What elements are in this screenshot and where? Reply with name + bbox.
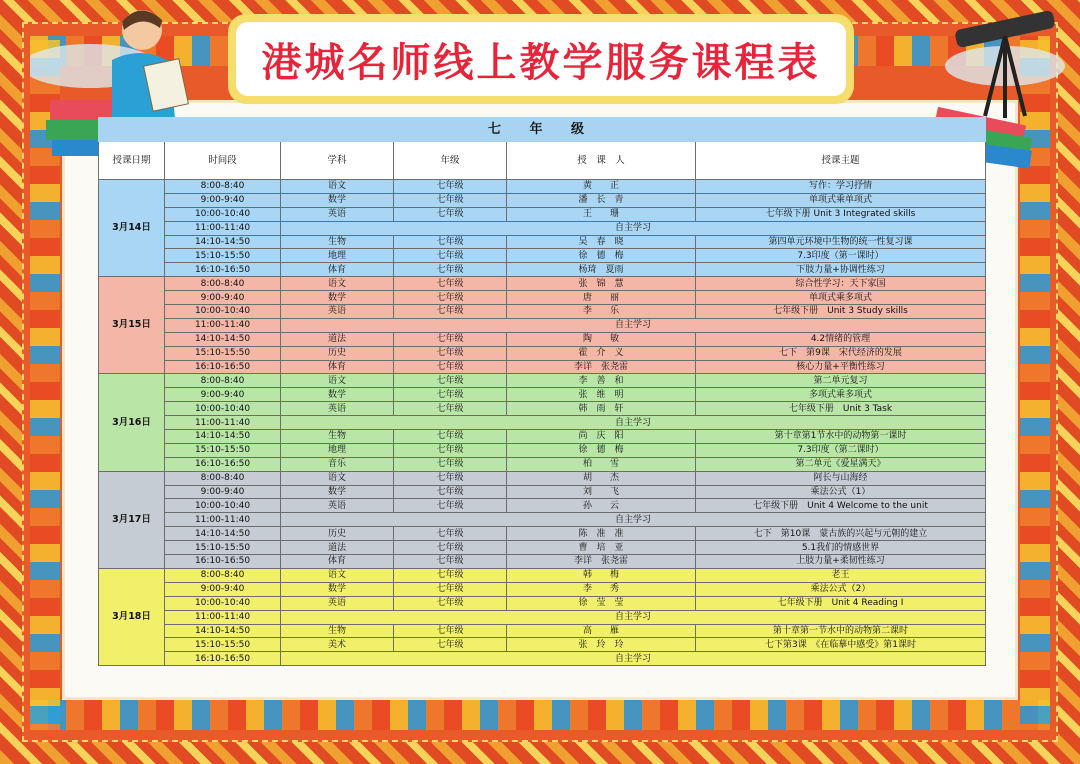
topic-cell: 第二单元《爱星满天》 — [696, 457, 986, 471]
grade-cell: 七年级 — [394, 527, 507, 541]
teacher-cell: 霍 介 义 — [507, 346, 696, 360]
grade-cell: 七年级 — [394, 402, 507, 416]
teacher-cell: 陶 敏 — [507, 332, 696, 346]
table-row — [99, 457, 986, 471]
subject-cell: 数学 — [281, 291, 394, 305]
border-pattern-bottom — [30, 700, 1050, 730]
self-study-cell: 自主学习 — [281, 513, 986, 527]
header-subject: 学科 — [281, 142, 394, 180]
topic-cell: 7.3印度（第二课时） — [696, 443, 986, 457]
grade-cell: 七年级 — [394, 193, 507, 207]
teacher-cell: 胡 杰 — [507, 471, 696, 485]
teacher-cell: 黄 正 — [507, 180, 696, 194]
time-cell: 11:00-11:40 — [165, 318, 281, 332]
subject-cell: 语文 — [281, 568, 394, 582]
topic-cell: 七年级下册 Unit 4 Welcome to the unit — [696, 499, 986, 513]
teacher-cell: 李详 张尧雷 — [507, 360, 696, 374]
table-row — [99, 541, 986, 555]
time-cell: 14:10-14:50 — [165, 624, 281, 638]
time-cell: 16:10-16:50 — [165, 555, 281, 569]
time-cell: 15:10-15:50 — [165, 443, 281, 457]
header-teacher: 授 课 人 — [507, 142, 696, 180]
grade-cell: 七年级 — [394, 291, 507, 305]
topic-cell: 七下第3课 《在临摹中感受》第1课时 — [696, 638, 986, 652]
table-row — [99, 638, 986, 652]
table-row — [99, 221, 986, 235]
teacher-cell: 高 雁 — [507, 624, 696, 638]
topic-cell: 单项式乘多项式 — [696, 291, 986, 305]
topic-cell: 老王 — [696, 568, 986, 582]
subject-cell: 英语 — [281, 499, 394, 513]
table-row — [99, 346, 986, 360]
subject-cell: 美术 — [281, 638, 394, 652]
subject-cell: 语文 — [281, 471, 394, 485]
title-banner — [228, 14, 854, 104]
table-row — [99, 527, 986, 541]
teacher-cell: 唐 丽 — [507, 291, 696, 305]
table-row — [99, 193, 986, 207]
table-row — [99, 443, 986, 457]
topic-cell: 7.3印度（第一课时） — [696, 249, 986, 263]
grade-banner-row — [99, 118, 986, 142]
time-cell: 10:00-10:40 — [165, 499, 281, 513]
grade-cell: 七年级 — [394, 180, 507, 194]
subject-cell: 历史 — [281, 527, 394, 541]
time-cell: 14:10-14:50 — [165, 235, 281, 249]
grade-cell: 七年级 — [394, 374, 507, 388]
topic-cell: 写作：学习抒情 — [696, 180, 986, 194]
header-row — [99, 142, 986, 180]
table-row — [99, 318, 986, 332]
self-study-cell: 自主学习 — [281, 221, 986, 235]
table-row — [99, 291, 986, 305]
teacher-cell: 徐 德 梅 — [507, 443, 696, 457]
table-row — [99, 555, 986, 569]
subject-cell: 数学 — [281, 388, 394, 402]
teacher-cell: 韩 梅 — [507, 568, 696, 582]
header-topic: 授课主题 — [696, 142, 986, 180]
table-row — [99, 332, 986, 346]
grade-cell: 七年级 — [394, 207, 507, 221]
teacher-cell: 杨琦 夏雨 — [507, 263, 696, 277]
time-cell: 16:10-16:50 — [165, 652, 281, 666]
teacher-cell: 韩 雨 轩 — [507, 402, 696, 416]
time-cell: 11:00-11:40 — [165, 610, 281, 624]
grade-cell: 七年级 — [394, 541, 507, 555]
subject-cell: 数学 — [281, 582, 394, 596]
table-row — [99, 582, 986, 596]
teacher-cell: 李 善 和 — [507, 374, 696, 388]
subject-cell: 历史 — [281, 346, 394, 360]
subject-cell: 语文 — [281, 374, 394, 388]
header-grade: 年级 — [394, 142, 507, 180]
time-cell: 15:10-15:50 — [165, 541, 281, 555]
subject-cell: 音乐 — [281, 457, 394, 471]
subject-cell: 语文 — [281, 277, 394, 291]
grade-cell: 七年级 — [394, 360, 507, 374]
teacher-cell: 陈 准 准 — [507, 527, 696, 541]
topic-cell: 第二单元复习 — [696, 374, 986, 388]
self-study-cell: 自主学习 — [281, 610, 986, 624]
subject-cell: 英语 — [281, 402, 394, 416]
time-cell: 16:10-16:50 — [165, 360, 281, 374]
time-cell: 11:00-11:40 — [165, 221, 281, 235]
topic-cell: 乘法公式（1） — [696, 485, 986, 499]
topic-cell: 5.1我们的情感世界 — [696, 541, 986, 555]
time-cell: 10:00-10:40 — [165, 596, 281, 610]
topic-cell: 七下 第10课 蒙古族的兴起与元朝的建立 — [696, 527, 986, 541]
grade-cell: 七年级 — [394, 305, 507, 319]
grade-cell: 七年级 — [394, 235, 507, 249]
grade-cell: 七年级 — [394, 471, 507, 485]
header-time: 时间段 — [165, 142, 281, 180]
time-cell: 8:00-8:40 — [165, 277, 281, 291]
topic-cell: 七年级下册 Unit 4 Reading Ⅰ — [696, 596, 986, 610]
time-cell: 8:00-8:40 — [165, 471, 281, 485]
grade-cell: 七年级 — [394, 638, 507, 652]
teacher-cell: 吴 春 晓 — [507, 235, 696, 249]
table-row — [99, 305, 986, 319]
subject-cell: 体育 — [281, 263, 394, 277]
time-cell: 9:00-9:40 — [165, 582, 281, 596]
teacher-cell: 潘 长 青 — [507, 193, 696, 207]
subject-cell: 英语 — [281, 207, 394, 221]
table-row — [99, 360, 986, 374]
self-study-cell: 自主学习 — [281, 652, 986, 666]
table-row — [99, 471, 986, 485]
table-row — [99, 430, 986, 444]
subject-cell: 道法 — [281, 332, 394, 346]
topic-cell: 阿长与山海经 — [696, 471, 986, 485]
subject-cell: 语文 — [281, 180, 394, 194]
grade-cell: 七年级 — [394, 555, 507, 569]
time-cell: 10:00-10:40 — [165, 305, 281, 319]
date-cell: 3月17日 — [99, 471, 165, 568]
subject-cell: 地理 — [281, 249, 394, 263]
subject-cell: 生物 — [281, 430, 394, 444]
grade-cell: 七年级 — [394, 443, 507, 457]
grade-cell: 七年级 — [394, 624, 507, 638]
topic-cell: 乘法公式（2） — [696, 582, 986, 596]
teacher-cell: 王 珊 — [507, 207, 696, 221]
time-cell: 11:00-11:40 — [165, 513, 281, 527]
grade-cell: 七年级 — [394, 388, 507, 402]
teacher-cell: 孙 云 — [507, 499, 696, 513]
grade-cell: 七年级 — [394, 485, 507, 499]
date-cell: 3月18日 — [99, 568, 165, 665]
table-row — [99, 652, 986, 666]
grade-cell: 七年级 — [394, 582, 507, 596]
title-inner — [236, 22, 846, 96]
teacher-cell: 李 乐 — [507, 305, 696, 319]
topic-cell: 下肢力量+协调性练习 — [696, 263, 986, 277]
teacher-cell: 徐 莹 莹 — [507, 596, 696, 610]
table-row — [99, 374, 986, 388]
subject-cell: 体育 — [281, 555, 394, 569]
table-row — [99, 388, 986, 402]
grade-cell: 七年级 — [394, 499, 507, 513]
subject-cell: 道法 — [281, 541, 394, 555]
teacher-cell: 刘 飞 — [507, 485, 696, 499]
time-cell: 15:10-15:50 — [165, 249, 281, 263]
teacher-cell: 张 维 明 — [507, 388, 696, 402]
time-cell: 14:10-14:50 — [165, 430, 281, 444]
teacher-cell: 尚 庆 阳 — [507, 430, 696, 444]
topic-cell: 第十章第一节水中的动物第二课时 — [696, 624, 986, 638]
date-cell: 3月14日 — [99, 180, 165, 277]
time-cell: 11:00-11:40 — [165, 416, 281, 430]
grade-cell: 七年级 — [394, 596, 507, 610]
time-cell: 9:00-9:40 — [165, 193, 281, 207]
topic-cell: 4.2情绪的管理 — [696, 332, 986, 346]
subject-cell: 英语 — [281, 305, 394, 319]
topic-cell: 单项式乘单项式 — [696, 193, 986, 207]
topic-cell: 综合性学习：天下家国 — [696, 277, 986, 291]
table-row — [99, 416, 986, 430]
table-row — [99, 277, 986, 291]
subject-cell: 数学 — [281, 485, 394, 499]
time-cell: 14:10-14:50 — [165, 332, 281, 346]
time-cell: 15:10-15:50 — [165, 346, 281, 360]
header-date: 授课日期 — [99, 142, 165, 180]
table-row — [99, 610, 986, 624]
table-row — [99, 180, 986, 194]
date-cell: 3月16日 — [99, 374, 165, 471]
time-cell: 9:00-9:40 — [165, 388, 281, 402]
subject-cell: 生物 — [281, 235, 394, 249]
grade-banner: 七 年 级 — [99, 118, 986, 142]
time-cell: 8:00-8:40 — [165, 180, 281, 194]
topic-cell: 七年级下册 Unit 3 Task — [696, 402, 986, 416]
subject-cell: 地理 — [281, 443, 394, 457]
table-row — [99, 249, 986, 263]
topic-cell: 第四单元环境中生物的统一性复习课 — [696, 235, 986, 249]
time-cell: 15:10-15:50 — [165, 638, 281, 652]
time-cell: 10:00-10:40 — [165, 402, 281, 416]
time-cell: 16:10-16:50 — [165, 263, 281, 277]
subject-cell: 生物 — [281, 624, 394, 638]
table-row — [99, 596, 986, 610]
teacher-cell: 李 秀 — [507, 582, 696, 596]
grade-cell: 七年级 — [394, 263, 507, 277]
subject-cell: 数学 — [281, 193, 394, 207]
grade-cell: 七年级 — [394, 277, 507, 291]
grade-cell: 七年级 — [394, 457, 507, 471]
self-study-cell: 自主学习 — [281, 416, 986, 430]
table-row — [99, 513, 986, 527]
teacher-cell: 张 锦 慧 — [507, 277, 696, 291]
teacher-cell: 曹 培 亚 — [507, 541, 696, 555]
subject-cell: 英语 — [281, 596, 394, 610]
grade-cell: 七年级 — [394, 568, 507, 582]
time-cell: 14:10-14:50 — [165, 527, 281, 541]
subject-cell: 体育 — [281, 360, 394, 374]
grade-cell: 七年级 — [394, 332, 507, 346]
grade-cell: 七年级 — [394, 346, 507, 360]
table-row — [99, 235, 986, 249]
table-row — [99, 263, 986, 277]
table-row — [99, 568, 986, 582]
teacher-cell: 李详 张尧雷 — [507, 555, 696, 569]
time-cell: 8:00-8:40 — [165, 374, 281, 388]
time-cell: 8:00-8:40 — [165, 568, 281, 582]
date-cell: 3月15日 — [99, 277, 165, 374]
topic-cell: 七年级下册 Unit 3 Study skills — [696, 305, 986, 319]
topic-cell: 上肢力量+柔韧性练习 — [696, 555, 986, 569]
table-row — [99, 499, 986, 513]
table-row — [99, 485, 986, 499]
schedule-table — [98, 117, 986, 666]
self-study-cell: 自主学习 — [281, 318, 986, 332]
topic-cell: 第十章第1节水中的动物第一课时 — [696, 430, 986, 444]
teacher-cell: 柏 雪 — [507, 457, 696, 471]
table-row — [99, 624, 986, 638]
topic-cell: 七年级下册 Unit 3 Integrated skills — [696, 207, 986, 221]
topic-cell: 七下 第9课 宋代经济的发展 — [696, 346, 986, 360]
time-cell: 10:00-10:40 — [165, 207, 281, 221]
topic-cell: 多项式乘多项式 — [696, 388, 986, 402]
time-cell: 16:10-16:50 — [165, 457, 281, 471]
time-cell: 9:00-9:40 — [165, 291, 281, 305]
time-cell: 9:00-9:40 — [165, 485, 281, 499]
teacher-cell: 张 玲 玲 — [507, 638, 696, 652]
table-row — [99, 207, 986, 221]
topic-cell: 核心力量+平衡性练习 — [696, 360, 986, 374]
page-title: 港城名师线上教学服务课程表 — [261, 39, 821, 86]
grade-cell: 七年级 — [394, 249, 507, 263]
teacher-cell: 徐 德 梅 — [507, 249, 696, 263]
table-row — [99, 402, 986, 416]
grade-cell: 七年级 — [394, 430, 507, 444]
